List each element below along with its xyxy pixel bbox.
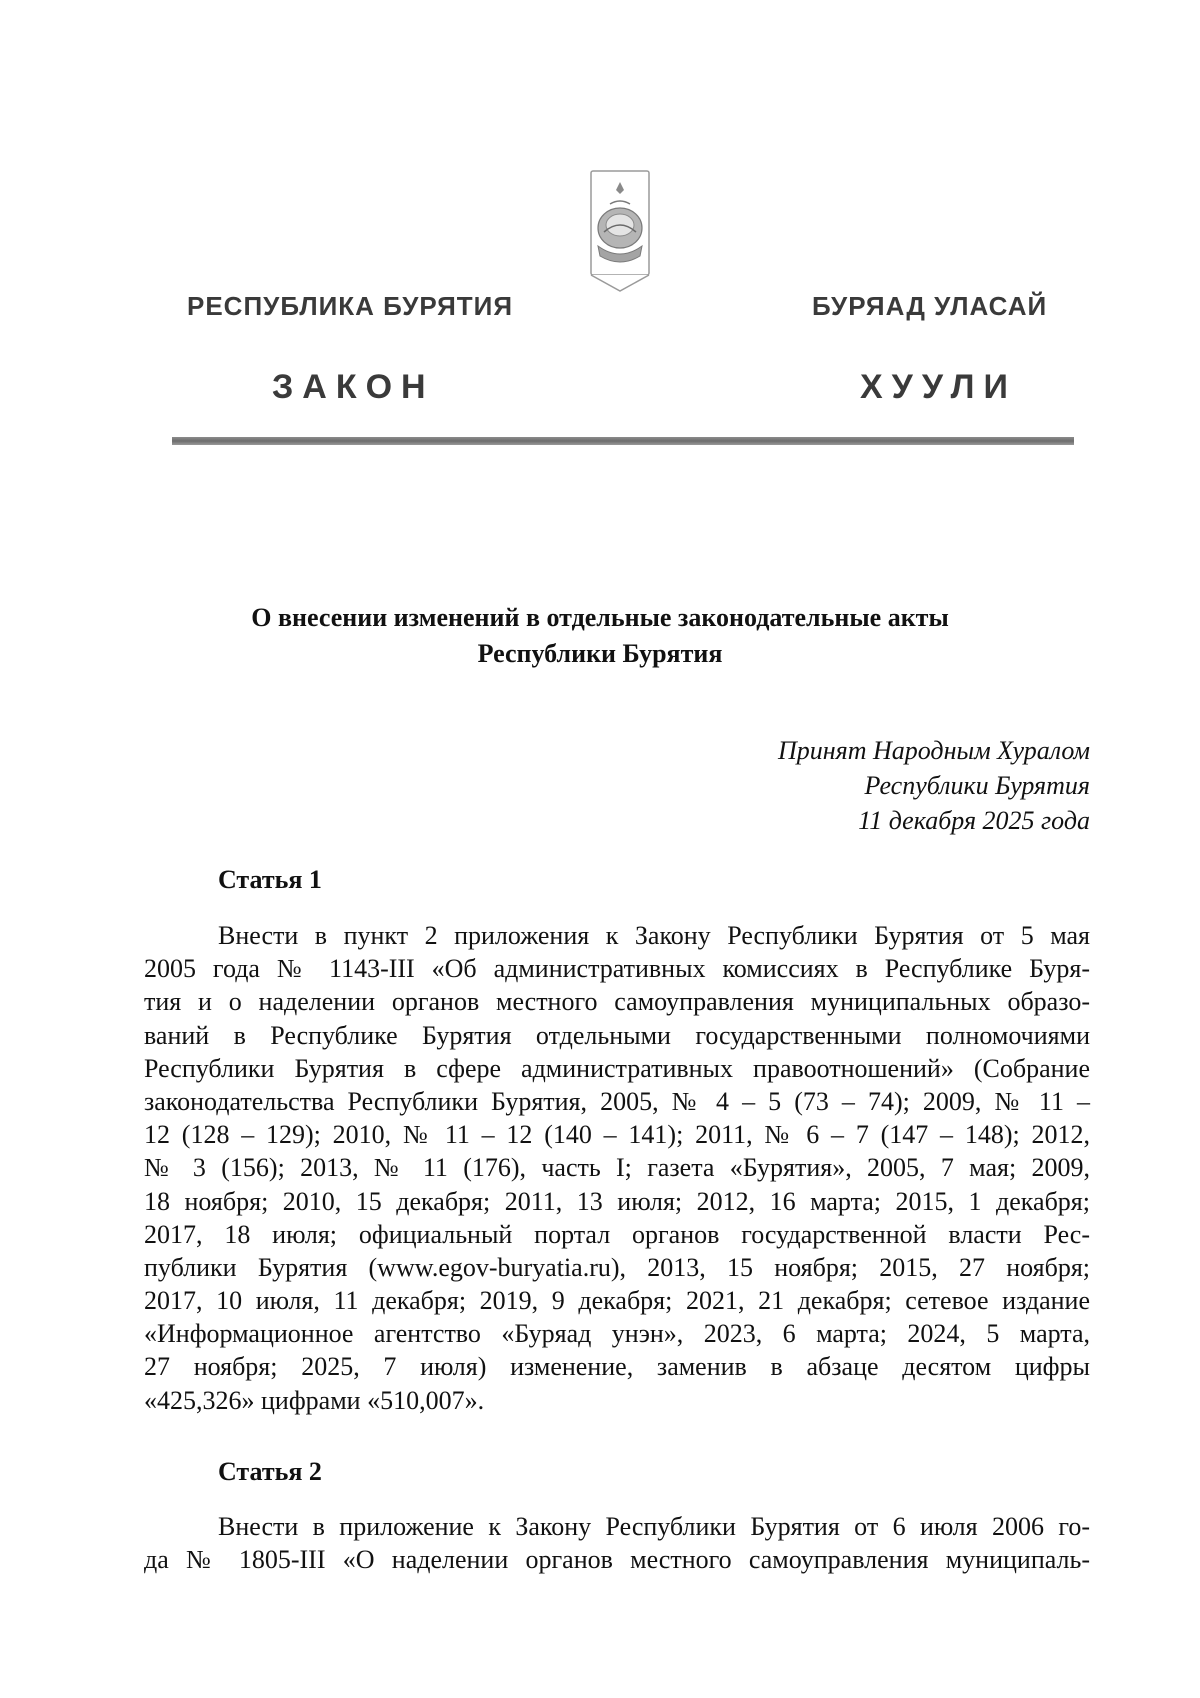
- article-1-line: 27 ноября; 2025, 7 июля) изменение, заменив в абзаце десятом цифры: [144, 1352, 1090, 1382]
- article-1-line: Внести в пункт 2 приложения к Закону Республики Бурятия от 5 мая: [218, 921, 1090, 950]
- article-1-line: 12 (128 – 129); 2010, № 11 – 12 (140 – 141); 2011, № 6 – 7 (147 – 148); 2012,: [144, 1120, 1090, 1150]
- article-1-line: «425,326» цифрами «510,007».: [144, 1385, 485, 1415]
- adoption-line-3: 11 декабря 2025 года: [858, 806, 1090, 835]
- article-1-line: 18 ноября; 2010, 15 декабря; 2011, 13 июля; 2012, 16 марта; 2015, 1 декабря;: [144, 1186, 1090, 1216]
- adoption-note: [778, 733, 1090, 838]
- article-1-line: тия и о наделении органов местного самоуправления муниципальных образо-: [144, 987, 1090, 1017]
- header-divider: [172, 437, 1074, 445]
- article-1-line: 2005 года № 1143-III «Об административных комиссиях в Республике Буря-: [144, 954, 1090, 984]
- article-2-line: да № 1805-III «О наделении органов местного самоуправления муниципаль-: [144, 1545, 1090, 1575]
- article-1-line: № 3 (156); 2013, № 11 (176), часть I; газета «Бурятия», 2005, 7 мая; 2009,: [144, 1153, 1090, 1183]
- article-1-line: ваний в Республике Бурятия отдельными государственными полномочиями: [144, 1020, 1090, 1050]
- article-1-line: 2017, 18 июля; официальный портал органов государственной власти Рес-: [144, 1219, 1090, 1249]
- coat-of-arms-emblem-icon: [590, 170, 650, 292]
- article-1-line: 2017, 10 июля, 11 декабря; 2019, 9 декабря; 2021, 21 декабря; сетевое издание: [144, 1286, 1090, 1316]
- article-2-line: Внести в приложение к Закону Республики Бурятия от 6 июля 2006 го-: [218, 1512, 1090, 1541]
- article-1-heading: Статья 1: [218, 865, 322, 894]
- article-1-line: «Информационное агентство «Буряад унэн», 2023, 6 марта; 2024, 5 марта,: [144, 1319, 1090, 1349]
- article-1-line: публики Бурятия (www.egov-buryatia.ru), 2013, 15 ноября; 2015, 27 ноября;: [144, 1252, 1090, 1282]
- header-republic-ru: РЕСПУБЛИКА БУРЯТИЯ: [187, 291, 514, 321]
- article-1-line: законодательства Республики Бурятия, 2005, № 4 – 5 (73 – 74); 2009, № 11 –: [144, 1086, 1090, 1116]
- article-2-text: [144, 1510, 1090, 1576]
- header-republic-bua: БУРЯАД УЛАСАЙ: [812, 291, 1048, 321]
- adoption-line-2: Республики Бурятия: [864, 771, 1090, 800]
- header-law-bua: ХУУЛИ: [860, 368, 1017, 406]
- article-1-text: [144, 919, 1090, 1417]
- header-law-ru: ЗАКОН: [272, 368, 435, 406]
- article-1-line: Республики Бурятия в сфере административных правоотношений» (Собрание: [144, 1053, 1090, 1083]
- title-line-2: Республики Бурятия: [477, 639, 723, 668]
- document-title: [0, 600, 1200, 672]
- article-2-heading: Статья 2: [218, 1457, 322, 1486]
- adoption-line-1: Принят Народным Хуралом: [777, 736, 1090, 765]
- title-line-1: О внесении изменений в отдельные законодательные акты: [251, 603, 949, 632]
